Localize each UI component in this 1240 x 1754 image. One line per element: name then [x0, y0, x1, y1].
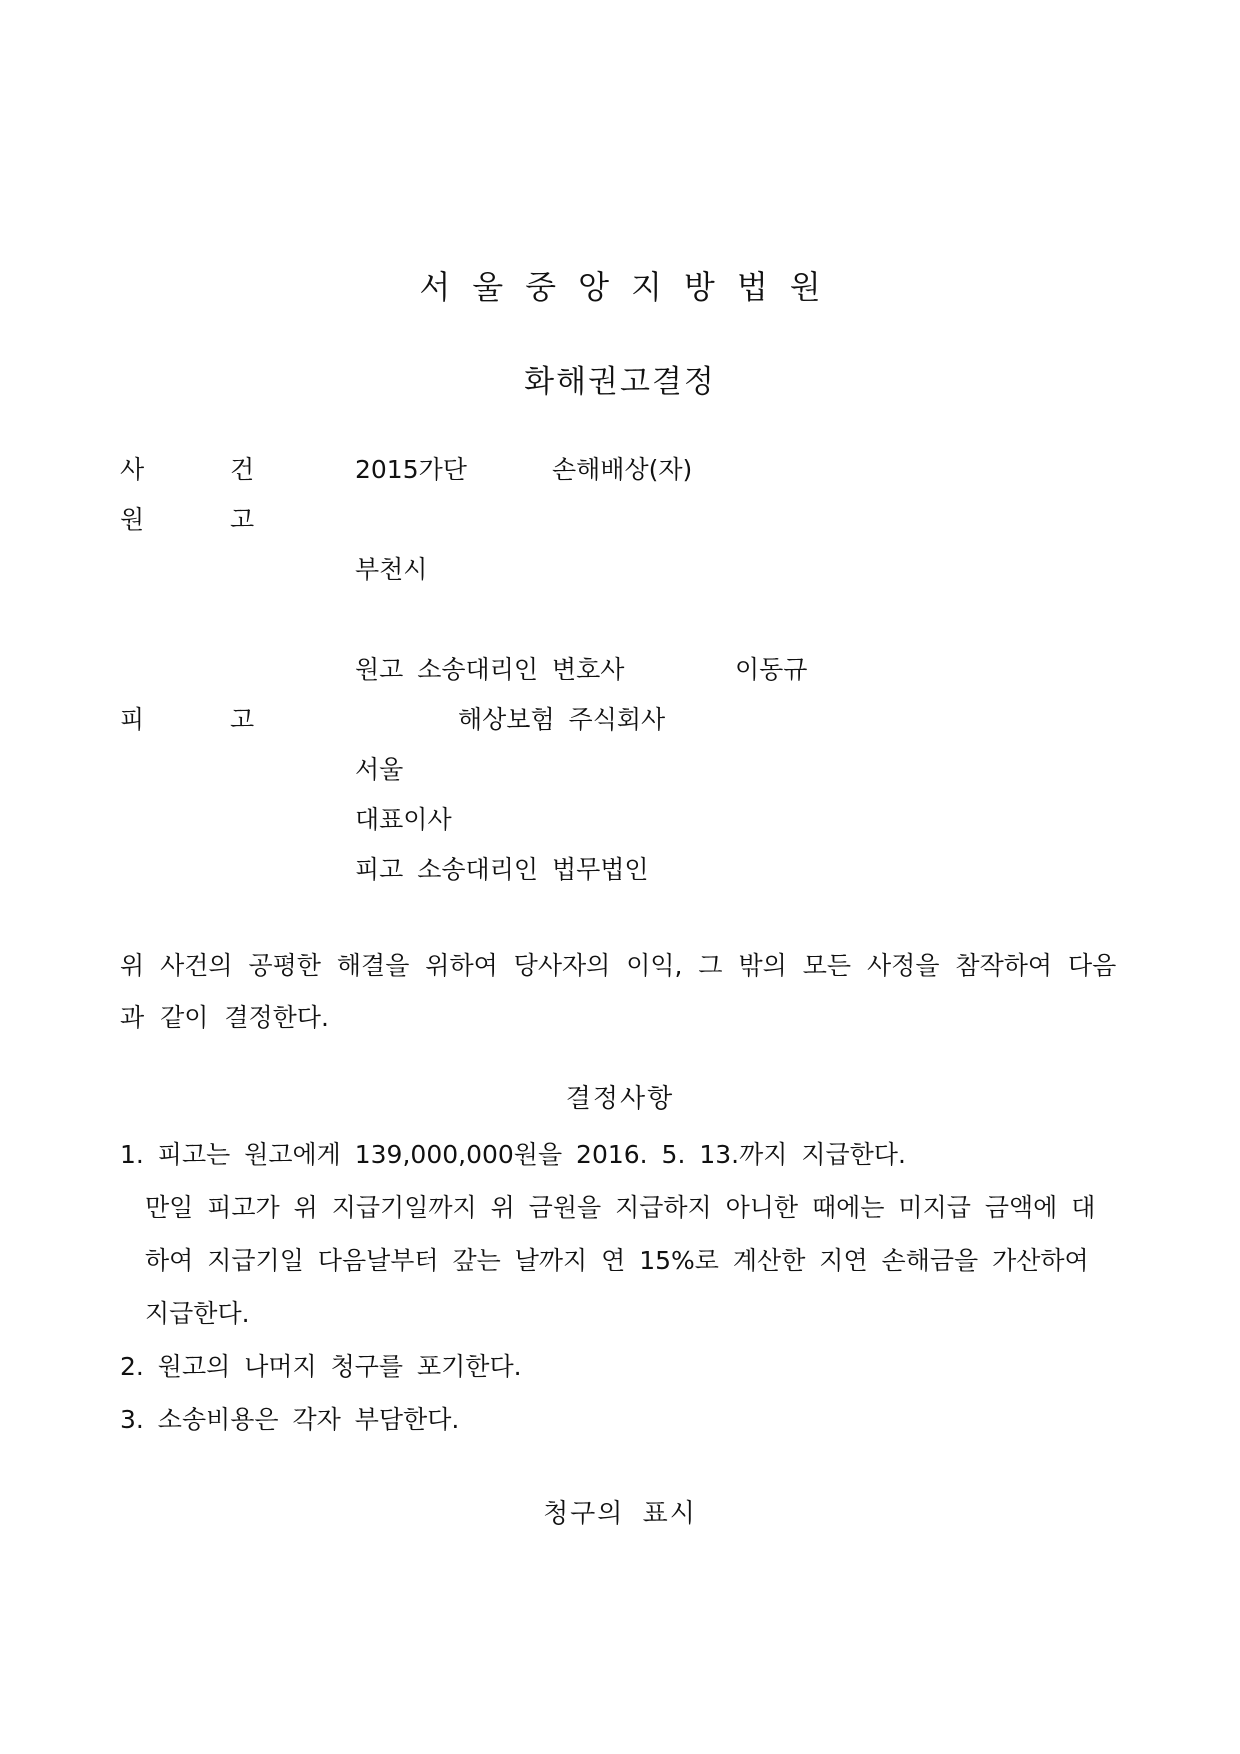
decision-item-2: 2. 원고의 나머지 청구를 포기한다. — [120, 1352, 522, 1381]
decision-title: 결정사항 — [565, 1084, 675, 1114]
document-title: 화해권고결정 — [524, 364, 716, 400]
plaintiff-label-b: 고 — [230, 505, 255, 534]
plaintiff-address: 부천시 — [355, 555, 428, 584]
case-label-a: 사 — [120, 455, 145, 484]
plaintiff-attorney-label: 원고 소송대리인 변호사 — [355, 655, 625, 684]
claim-section-title: 청구의 표시 — [543, 1499, 697, 1529]
preamble-text: 위 사건의 공평한 해결을 위하여 당사자의 이익, 그 밖의 모든 사정을 참작하여 다음과 같이 결정한다. — [120, 951, 1117, 1032]
decision-item-3: 3. 소송비용은 각자 부담한다. — [120, 1405, 460, 1434]
plaintiff-label-a: 원 — [120, 505, 145, 534]
decision-item-1-line-4: 지급한다. — [145, 1299, 250, 1328]
court-name: 서울중앙지방법원 — [419, 268, 843, 306]
case-label-b: 건 — [230, 455, 255, 484]
defendant-attorney: 피고 소송대리인 법무법인 — [355, 855, 649, 884]
defendant-representative: 대표이사 — [355, 805, 452, 834]
case-subject: 손해배상(자) — [552, 455, 693, 484]
decision-item-1: 1. 피고는 원고에게 139,000,000원을 2016. 5. 13.까지 지급한다. — [120, 1140, 906, 1169]
plaintiff-attorney-name: 이동규 — [735, 655, 808, 684]
defendant-address: 서울 — [355, 755, 404, 784]
decision-item-1-line-3: 하여 지급기일 다음날부터 갚는 날까지 연 15%로 계산한 지연 손해금을 가산하여 — [145, 1246, 1089, 1275]
decision-item-1-line-2: 만일 피고가 위 지급기일까지 위 금원을 지급하지 아니한 때에는 미지급 금액에 대 — [145, 1193, 1096, 1222]
defendant-label-b: 고 — [230, 705, 255, 734]
defendant-label-a: 피 — [120, 705, 145, 734]
defendant-name: 해상보험 주식회사 — [458, 705, 666, 734]
case-number: 2015가단 — [355, 455, 467, 484]
